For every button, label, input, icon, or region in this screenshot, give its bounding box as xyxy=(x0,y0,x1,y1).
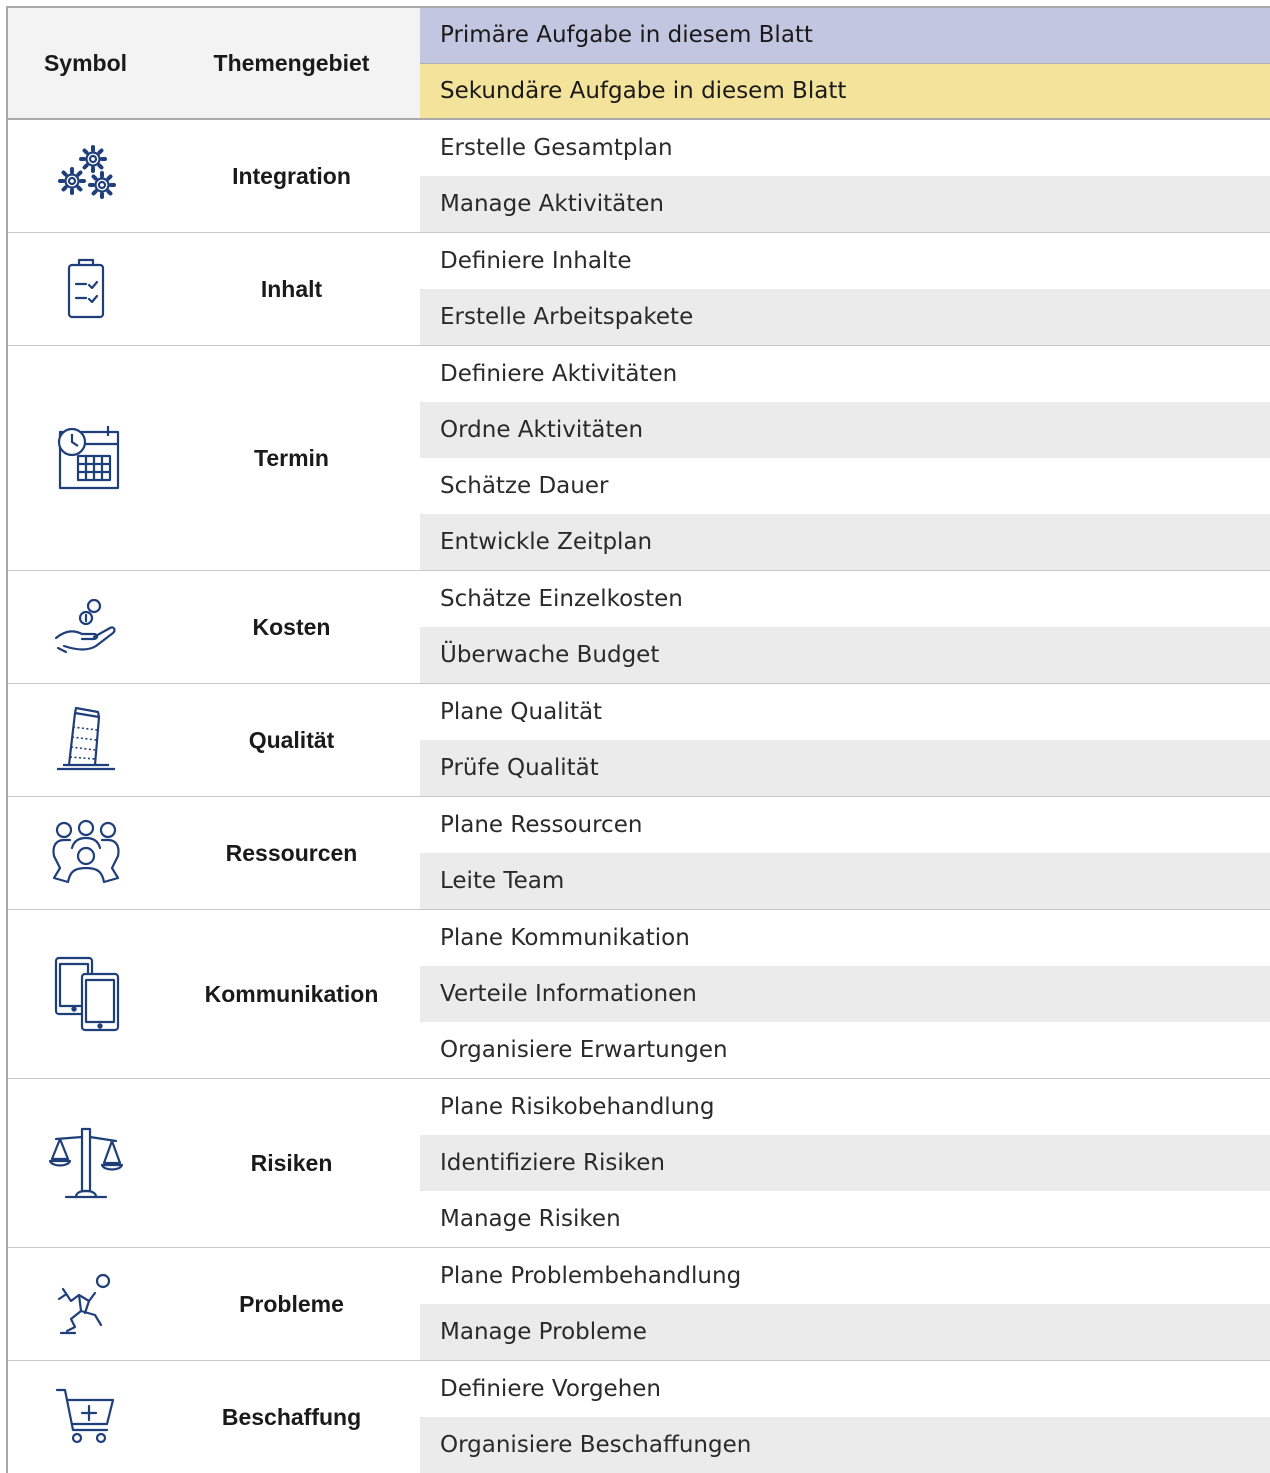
task-row: Erstelle Gesamtplan xyxy=(440,135,673,161)
task-row: Manage Aktivitäten xyxy=(420,176,1270,232)
header-symbol: Symbol xyxy=(43,49,128,76)
hand-coins-icon xyxy=(48,592,124,662)
topic-label: Probleme xyxy=(239,1290,344,1317)
falling-person-icon xyxy=(51,1269,121,1339)
task-row: Organisiere Erwartungen xyxy=(440,1037,728,1063)
task-row: Ordne Aktivitäten xyxy=(420,402,1270,458)
task-row: Organisiere Beschaffungen xyxy=(420,1417,1270,1473)
task-row: Plane Qualität xyxy=(440,699,603,725)
group-beschaffung xyxy=(8,1361,1270,1473)
header-legend xyxy=(420,8,1270,118)
task-row: Plane Ressourcen xyxy=(440,812,643,838)
group-termin xyxy=(8,346,1270,571)
task-row: Plane Risikobehandlung xyxy=(440,1094,715,1120)
group-inhalt xyxy=(8,233,1270,346)
task-row: Schätze Dauer xyxy=(440,473,609,499)
topic-label: Kommunikation xyxy=(204,980,379,1007)
group-kosten xyxy=(8,571,1270,684)
group-probleme xyxy=(8,1248,1270,1361)
task-row: Manage Probleme xyxy=(420,1304,1270,1360)
group-integration xyxy=(8,120,1270,233)
scales-icon xyxy=(46,1123,126,1203)
topic-label: Qualität xyxy=(248,726,335,753)
task-row: Manage Risiken xyxy=(440,1206,621,1232)
group-kommunikation xyxy=(8,910,1270,1079)
topic-label: Ressourcen xyxy=(225,839,358,866)
topic-label: Risiken xyxy=(250,1149,333,1176)
header-topic: Themengebiet xyxy=(213,49,370,76)
shopping-cart-icon xyxy=(51,1382,121,1452)
devices-icon xyxy=(48,954,124,1034)
group-ressourcen xyxy=(8,797,1270,910)
clipboard-check-icon xyxy=(51,254,121,324)
topic-label: Termin xyxy=(254,444,329,471)
group-qualitaet xyxy=(8,684,1270,797)
calendar-clock-icon xyxy=(46,418,126,498)
group-risiken xyxy=(8,1079,1270,1248)
people-group-icon xyxy=(46,816,126,890)
task-row: Entwickle Zeitplan xyxy=(420,514,1270,570)
task-row: Verteile Informationen xyxy=(420,966,1270,1022)
task-row: Definiere Aktivitäten xyxy=(440,361,678,387)
legend-secondary: Sekundäre Aufgabe in diesem Blatt xyxy=(420,64,1270,119)
legend-primary: Primäre Aufgabe in diesem Blatt xyxy=(420,8,1270,64)
task-table xyxy=(6,6,1270,1473)
leaning-tower-icon xyxy=(51,703,121,777)
table-header xyxy=(8,8,1270,120)
topic-label: Beschaffung xyxy=(221,1403,362,1430)
topic-label: Kosten xyxy=(252,613,331,640)
task-row: Schätze Einzelkosten xyxy=(440,586,683,612)
task-row: Überwache Budget xyxy=(420,627,1270,683)
topic-label: Integration xyxy=(232,162,351,189)
topic-label: Inhalt xyxy=(260,275,323,302)
task-row: Identifiziere Risiken xyxy=(420,1135,1270,1191)
task-row: Definiere Vorgehen xyxy=(440,1376,662,1402)
task-row: Leite Team xyxy=(420,853,1270,909)
task-row: Erstelle Arbeitspakete xyxy=(420,289,1270,345)
task-row: Plane Problembehandlung xyxy=(440,1263,742,1289)
task-row: Plane Kommunikation xyxy=(440,925,690,951)
task-row: Definiere Inhalte xyxy=(440,248,632,274)
header-left xyxy=(8,8,420,118)
task-row: Prüfe Qualität xyxy=(420,740,1270,796)
gears-icon xyxy=(51,141,121,211)
